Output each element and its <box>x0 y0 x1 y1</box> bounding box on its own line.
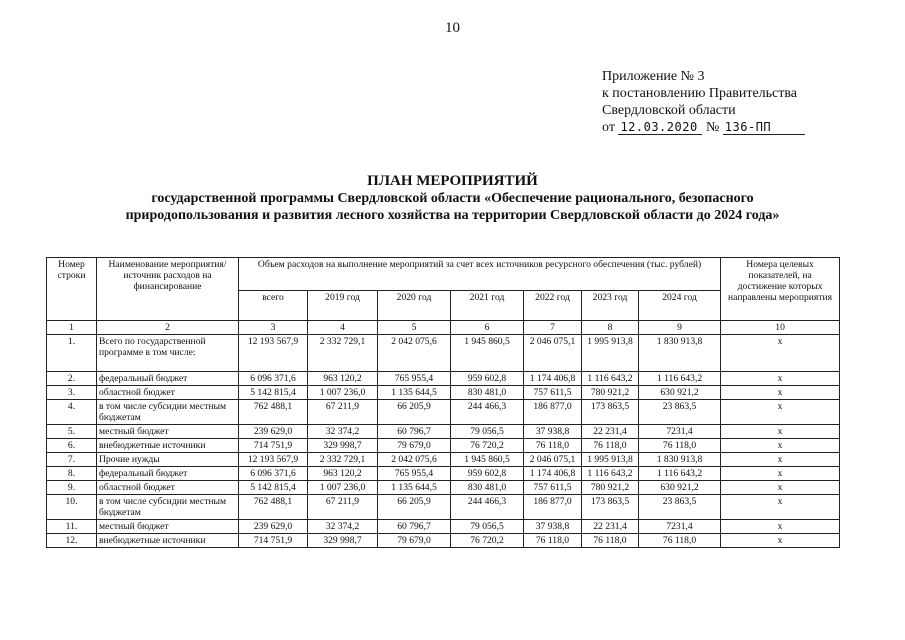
value-cell: 12 193 567,9 <box>239 453 308 467</box>
value-cell: 1 995 913,8 <box>582 335 639 372</box>
target-cell: х <box>721 439 840 453</box>
row-number-cell: 2. <box>47 372 97 386</box>
value-cell: 7231,4 <box>639 425 721 439</box>
approval-line-3: Свердловской области <box>602 103 736 118</box>
title-sub-2: природопользования и развития лесного хозяйства на территории Свердловской области до 2024 года» <box>125 208 780 223</box>
header-year-2019: 2019 год <box>308 291 378 321</box>
value-cell: 7231,4 <box>639 520 721 534</box>
target-cell: х <box>721 372 840 386</box>
table-row <box>47 520 840 534</box>
value-cell: 830 481,0 <box>451 386 524 400</box>
value-cell: 780 921,2 <box>582 386 639 400</box>
row-name-cell: Всего по государственной программе в том числе: <box>97 335 239 372</box>
value-cell: 5 142 815,4 <box>239 481 308 495</box>
table-row <box>47 386 840 400</box>
index-cell: 4 <box>308 321 378 335</box>
index-row <box>47 321 840 335</box>
value-cell: 6 096 371,6 <box>239 467 308 481</box>
index-cell: 8 <box>582 321 639 335</box>
value-cell: 67 211,9 <box>308 400 378 425</box>
header-year-2021: 2021 год <box>451 291 524 321</box>
value-cell: 79 056,5 <box>451 520 524 534</box>
approval-from-label: от <box>602 120 615 135</box>
header-row-1 <box>47 258 840 291</box>
value-cell: 67 211,9 <box>308 495 378 520</box>
value-cell: 714 751,9 <box>239 534 308 548</box>
index-cell: 1 <box>47 321 97 335</box>
row-name-cell: в том числе субсидии местным бюджетам <box>97 400 239 425</box>
header-year-2024: 2024 год <box>639 291 721 321</box>
value-cell: 244 466,3 <box>451 400 524 425</box>
value-cell: 60 796,7 <box>378 520 451 534</box>
value-cell: 37 938,8 <box>524 425 582 439</box>
target-cell: х <box>721 467 840 481</box>
approval-date-line <box>602 119 805 136</box>
header-name: Наименование мероприятия/источник расходов на финансирование <box>97 258 239 321</box>
row-name-cell: местный бюджет <box>97 520 239 534</box>
row-name-cell: внебюджетные источники <box>97 534 239 548</box>
value-cell: 79 056,5 <box>451 425 524 439</box>
target-cell: х <box>721 495 840 520</box>
value-cell: 6 096 371,6 <box>239 372 308 386</box>
value-cell: 186 877,0 <box>524 495 582 520</box>
approval-block <box>602 68 805 136</box>
value-cell: 329 998,7 <box>308 439 378 453</box>
index-cell: 10 <box>721 321 840 335</box>
table-row <box>47 439 840 453</box>
value-cell: 186 877,0 <box>524 400 582 425</box>
table-row <box>47 467 840 481</box>
row-number-cell: 11. <box>47 520 97 534</box>
row-name-cell: внебюджетные источники <box>97 439 239 453</box>
value-cell: 963 120,2 <box>308 372 378 386</box>
value-cell: 959 602,8 <box>451 467 524 481</box>
value-cell: 76 720,2 <box>451 439 524 453</box>
value-cell: 22 231,4 <box>582 520 639 534</box>
value-cell: 1 007 236,0 <box>308 386 378 400</box>
approval-date: 12.03.2020 <box>618 120 702 135</box>
value-cell: 2 332 729,1 <box>308 335 378 372</box>
title-sub-1: государственной программы Свердловской области «Обеспечение рационального, безопасного <box>151 191 754 206</box>
value-cell: 32 374,2 <box>308 425 378 439</box>
value-cell: 2 042 075,6 <box>378 335 451 372</box>
table-row <box>47 372 840 386</box>
plan-table <box>46 257 840 548</box>
row-name-cell: федеральный бюджет <box>97 372 239 386</box>
row-name-cell: Прочие нужды <box>97 453 239 467</box>
value-cell: 5 142 815,4 <box>239 386 308 400</box>
value-cell: 173 863,5 <box>582 495 639 520</box>
value-cell: 32 374,2 <box>308 520 378 534</box>
page-number: 10 <box>445 20 460 36</box>
value-cell: 76 118,0 <box>582 534 639 548</box>
value-cell: 765 955,4 <box>378 467 451 481</box>
value-cell: 2 046 075,1 <box>524 335 582 372</box>
row-number-cell: 5. <box>47 425 97 439</box>
value-cell: 765 955,4 <box>378 372 451 386</box>
value-cell: 830 481,0 <box>451 481 524 495</box>
value-cell: 2 332 729,1 <box>308 453 378 467</box>
approval-number: 136-ПП <box>723 120 805 135</box>
header-year-2022: 2022 год <box>524 291 582 321</box>
value-cell: 1 116 643,2 <box>582 372 639 386</box>
value-cell: 1 945 860,5 <box>451 453 524 467</box>
value-cell: 173 863,5 <box>582 400 639 425</box>
value-cell: 239 629,0 <box>239 520 308 534</box>
row-name-cell: федеральный бюджет <box>97 467 239 481</box>
approval-line-2: к постановлению Правительства <box>602 86 798 101</box>
value-cell: 76 118,0 <box>524 534 582 548</box>
header-year-2020: 2020 год <box>378 291 451 321</box>
value-cell: 239 629,0 <box>239 425 308 439</box>
value-cell: 76 118,0 <box>524 439 582 453</box>
value-cell: 66 205,9 <box>378 400 451 425</box>
value-cell: 1 945 860,5 <box>451 335 524 372</box>
row-number-cell: 6. <box>47 439 97 453</box>
row-number-cell: 8. <box>47 467 97 481</box>
header-targets: Номера целевых показателей, на достижение которых направлены мероприятия <box>721 258 840 321</box>
row-number-cell: 7. <box>47 453 97 467</box>
value-cell: 762 488,1 <box>239 400 308 425</box>
row-name-cell: в том числе субсидии местным бюджетам <box>97 495 239 520</box>
value-cell: 630 921,2 <box>639 481 721 495</box>
value-cell: 1 174 406,8 <box>524 467 582 481</box>
index-cell: 2 <box>97 321 239 335</box>
value-cell: 757 611,5 <box>524 386 582 400</box>
value-cell: 1 116 643,2 <box>582 467 639 481</box>
value-cell: 1 116 643,2 <box>639 372 721 386</box>
table-row <box>47 495 840 520</box>
value-cell: 1 116 643,2 <box>639 467 721 481</box>
table-row <box>47 335 840 372</box>
target-cell: х <box>721 481 840 495</box>
row-number-cell: 3. <box>47 386 97 400</box>
index-cell: 9 <box>639 321 721 335</box>
value-cell: 76 720,2 <box>451 534 524 548</box>
value-cell: 2 042 075,6 <box>378 453 451 467</box>
approval-line-1: Приложение № 3 <box>602 69 705 84</box>
value-cell: 1 174 406,8 <box>524 372 582 386</box>
value-cell: 959 602,8 <box>451 372 524 386</box>
approval-number-label: № <box>705 120 720 135</box>
value-cell: 780 921,2 <box>582 481 639 495</box>
title-main: ПЛАН МЕРОПРИЯТИЙ <box>367 173 538 189</box>
value-cell: 22 231,4 <box>582 425 639 439</box>
table-row <box>47 534 840 548</box>
table-row <box>47 481 840 495</box>
value-cell: 329 998,7 <box>308 534 378 548</box>
index-cell: 7 <box>524 321 582 335</box>
value-cell: 762 488,1 <box>239 495 308 520</box>
target-cell: х <box>721 400 840 425</box>
row-name-cell: местный бюджет <box>97 425 239 439</box>
value-cell: 1 135 644,5 <box>378 386 451 400</box>
value-cell: 79 679,0 <box>378 534 451 548</box>
value-cell: 963 120,2 <box>308 467 378 481</box>
value-cell: 2 046 075,1 <box>524 453 582 467</box>
row-number-cell: 12. <box>47 534 97 548</box>
row-number-cell: 9. <box>47 481 97 495</box>
value-cell: 79 679,0 <box>378 439 451 453</box>
row-number-cell: 10. <box>47 495 97 520</box>
target-cell: х <box>721 520 840 534</box>
value-cell: 714 751,9 <box>239 439 308 453</box>
target-cell: х <box>721 453 840 467</box>
value-cell: 60 796,7 <box>378 425 451 439</box>
value-cell: 1 995 913,8 <box>582 453 639 467</box>
value-cell: 1 135 644,5 <box>378 481 451 495</box>
row-number-cell: 1. <box>47 335 97 372</box>
document-title <box>0 173 905 224</box>
value-cell: 23 863,5 <box>639 495 721 520</box>
row-name-cell: областной бюджет <box>97 481 239 495</box>
value-cell: 66 205,9 <box>378 495 451 520</box>
value-cell: 76 118,0 <box>639 439 721 453</box>
header-row-number: Номер строки <box>47 258 97 321</box>
value-cell: 244 466,3 <box>451 495 524 520</box>
target-cell: х <box>721 425 840 439</box>
value-cell: 23 863,5 <box>639 400 721 425</box>
value-cell: 1 830 913,8 <box>639 453 721 467</box>
value-cell: 757 611,5 <box>524 481 582 495</box>
index-cell: 3 <box>239 321 308 335</box>
row-name-cell: областной бюджет <box>97 386 239 400</box>
value-cell: 76 118,0 <box>582 439 639 453</box>
header-year-total: всего <box>239 291 308 321</box>
value-cell: 12 193 567,9 <box>239 335 308 372</box>
index-cell: 6 <box>451 321 524 335</box>
target-cell: х <box>721 335 840 372</box>
index-cell: 5 <box>378 321 451 335</box>
value-cell: 1 007 236,0 <box>308 481 378 495</box>
target-cell: х <box>721 534 840 548</box>
row-number-cell: 4. <box>47 400 97 425</box>
header-year-2023: 2023 год <box>582 291 639 321</box>
target-cell: х <box>721 386 840 400</box>
value-cell: 76 118,0 <box>639 534 721 548</box>
table-row <box>47 400 840 425</box>
value-cell: 630 921,2 <box>639 386 721 400</box>
table-row <box>47 453 840 467</box>
value-cell: 37 938,8 <box>524 520 582 534</box>
table-row <box>47 425 840 439</box>
value-cell: 1 830 913,8 <box>639 335 721 372</box>
header-volume: Объем расходов на выполнение мероприятий за счет всех источников ресурсного обеспечения (тыс. рублей) <box>239 258 721 291</box>
